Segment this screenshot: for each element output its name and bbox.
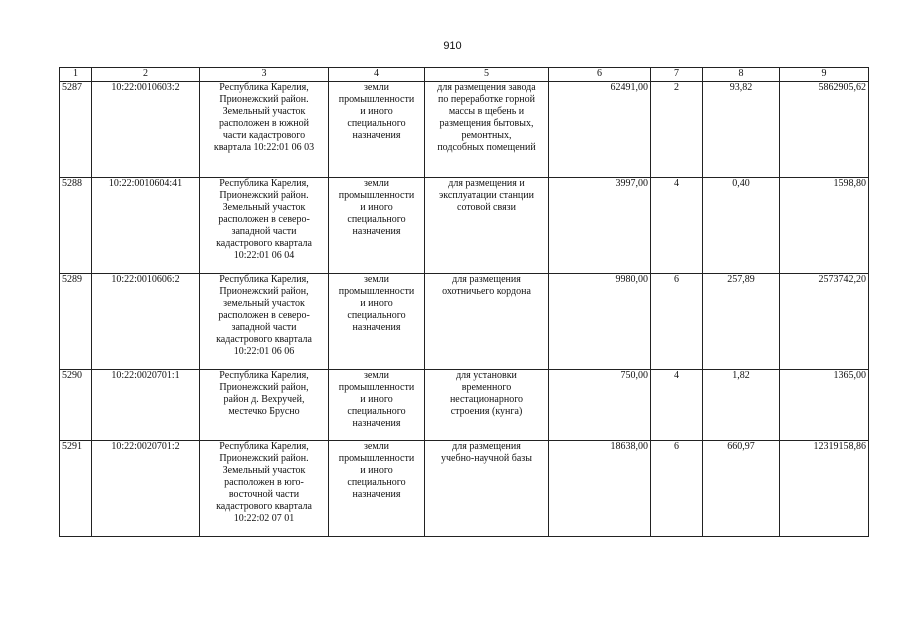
column-header: 3 bbox=[200, 68, 329, 82]
column-header: 6 bbox=[549, 68, 651, 82]
area-cell: 62491,00 bbox=[549, 82, 651, 178]
area-cell: 18638,00 bbox=[549, 441, 651, 537]
cadastral-value-cell: 12319158,86 bbox=[780, 441, 869, 537]
location-cell-line: 10:22:01 06 04 bbox=[233, 250, 295, 261]
location-cell-line: Республика Карелия, bbox=[219, 441, 309, 452]
table-body bbox=[60, 82, 869, 537]
location-cell bbox=[200, 178, 329, 274]
permitted-use-cell-line: нестационарного bbox=[449, 394, 524, 405]
permitted-use-cell-line: для размещения и bbox=[448, 178, 525, 189]
cadastral-value-cell: 1598,80 bbox=[780, 178, 869, 274]
land-category-cell-line: земли bbox=[363, 178, 390, 189]
cadastral-number-cell: 10:22:0010603:2 bbox=[92, 82, 200, 178]
specific-value-cell: 0,40 bbox=[703, 178, 780, 274]
location-cell-line: местечко Брусно bbox=[228, 406, 300, 417]
row-number-cell: 5289 bbox=[60, 274, 92, 370]
land-category-cell bbox=[329, 441, 425, 537]
land-category-cell-line: назначения bbox=[352, 226, 401, 237]
land-category-cell-line: земли bbox=[363, 370, 390, 381]
location-cell-line: квартала 10:22:01 06 03 bbox=[213, 142, 315, 153]
land-category-cell-line: специального bbox=[347, 477, 406, 488]
location-cell-line: кадастрового квартала bbox=[216, 334, 312, 345]
table-header bbox=[60, 68, 869, 82]
land-category-cell-line: промышленности bbox=[338, 286, 415, 297]
land-category-cell bbox=[329, 370, 425, 441]
header-row bbox=[60, 68, 869, 82]
land-category-cell-line: и иного bbox=[360, 202, 393, 213]
location-cell-line: Земельный участок bbox=[222, 106, 306, 117]
row-number-cell: 5287 bbox=[60, 82, 92, 178]
land-category-cell bbox=[329, 274, 425, 370]
page-number: 910 bbox=[443, 40, 462, 52]
table-row bbox=[60, 178, 869, 274]
table-row bbox=[60, 370, 869, 441]
location-cell-line: расположен в северо- bbox=[218, 310, 310, 321]
column-header: 7 bbox=[651, 68, 703, 82]
group-number-cell: 6 bbox=[651, 441, 703, 537]
permitted-use-cell-line: размещения бытовых, bbox=[439, 118, 534, 129]
permitted-use-cell bbox=[425, 178, 549, 274]
permitted-use-cell-line: строения (кунга) bbox=[450, 406, 523, 417]
land-category-cell-line: специального bbox=[347, 118, 406, 129]
specific-value-cell: 257,89 bbox=[703, 274, 780, 370]
location-cell-line: расположен в юго- bbox=[224, 477, 304, 488]
land-category-cell-line: земли bbox=[363, 82, 390, 93]
permitted-use-cell-line: охотничьего кордона bbox=[442, 286, 531, 297]
table-row bbox=[60, 441, 869, 537]
land-category-cell-line: промышленности bbox=[338, 190, 415, 201]
row-number-cell: 5288 bbox=[60, 178, 92, 274]
specific-value-cell: 1,82 bbox=[703, 370, 780, 441]
land-category-cell-line: земли bbox=[363, 274, 390, 285]
land-category-cell-line: назначения bbox=[352, 322, 401, 333]
location-cell-line: расположен в северо- bbox=[218, 214, 310, 225]
column-header: 2 bbox=[92, 68, 200, 82]
location-cell-line: кадастрового квартала bbox=[216, 238, 312, 249]
permitted-use-cell bbox=[425, 274, 549, 370]
land-category-cell bbox=[329, 178, 425, 274]
land-category-cell-line: и иного bbox=[360, 298, 393, 309]
cadastral-value-cell: 2573742,20 bbox=[780, 274, 869, 370]
land-category-cell bbox=[329, 82, 425, 178]
column-header: 4 bbox=[329, 68, 425, 82]
column-header: 9 bbox=[780, 68, 869, 82]
area-cell: 750,00 bbox=[549, 370, 651, 441]
location-cell-line: части кадастрового bbox=[222, 130, 306, 141]
location-cell-line: Республика Карелия, bbox=[219, 178, 309, 189]
location-cell-line: Республика Карелия, bbox=[219, 370, 309, 381]
column-header: 5 bbox=[425, 68, 549, 82]
permitted-use-cell-line: учебно-научной базы bbox=[441, 453, 532, 464]
location-cell-line: восточной части bbox=[228, 489, 300, 500]
location-cell-line: Республика Карелия, bbox=[219, 82, 309, 93]
location-cell-line: Прионежский район, bbox=[219, 286, 309, 297]
permitted-use-cell-line: для размещения bbox=[452, 274, 521, 285]
location-cell-line: расположен в южной bbox=[219, 118, 309, 129]
land-category-cell-line: специального bbox=[347, 214, 406, 225]
cadastral-number-cell: 10:22:0020701:2 bbox=[92, 441, 200, 537]
location-cell-line: 10:22:02 07 01 bbox=[233, 513, 295, 524]
land-category-cell-line: земли bbox=[363, 441, 390, 452]
table-row bbox=[60, 82, 869, 178]
location-cell-line: западной части bbox=[231, 226, 297, 237]
location-cell-line: Земельный участок bbox=[222, 202, 306, 213]
cadastral-value-cell: 1365,00 bbox=[780, 370, 869, 441]
land-registry-table bbox=[59, 67, 869, 537]
land-category-cell-line: специального bbox=[347, 406, 406, 417]
location-cell-line: Республика Карелия, bbox=[219, 274, 309, 285]
land-category-cell-line: промышленности bbox=[338, 382, 415, 393]
permitted-use-cell bbox=[425, 441, 549, 537]
permitted-use-cell-line: подсобных помещений bbox=[437, 142, 536, 153]
cadastral-number-cell: 10:22:0020701:1 bbox=[92, 370, 200, 441]
specific-value-cell: 93,82 bbox=[703, 82, 780, 178]
permitted-use-cell-line: для установки bbox=[456, 370, 517, 381]
table-row bbox=[60, 274, 869, 370]
column-header: 1 bbox=[60, 68, 92, 82]
permitted-use-cell-line: сотовой связи bbox=[457, 202, 516, 213]
permitted-use-cell-line: по переработке горной bbox=[438, 94, 535, 105]
land-category-cell-line: промышленности bbox=[338, 94, 415, 105]
area-cell: 3997,00 bbox=[549, 178, 651, 274]
location-cell-line: Прионежский район. bbox=[219, 453, 309, 464]
land-category-cell-line: и иного bbox=[360, 465, 393, 476]
location-cell bbox=[200, 441, 329, 537]
column-header: 8 bbox=[703, 68, 780, 82]
cadastral-number-cell: 10:22:0010604:41 bbox=[92, 178, 200, 274]
land-category-cell-line: и иного bbox=[360, 106, 393, 117]
permitted-use-cell-line: для размещения bbox=[452, 441, 521, 452]
location-cell-line: 10:22:01 06 06 bbox=[233, 346, 295, 357]
cadastral-value-cell: 5862905,62 bbox=[780, 82, 869, 178]
location-cell-line: Прионежский район. bbox=[219, 190, 309, 201]
cadastral-number-cell: 10:22:0010606:2 bbox=[92, 274, 200, 370]
location-cell-line: Земельный участок bbox=[222, 465, 306, 476]
location-cell-line: кадастрового квартала bbox=[216, 501, 312, 512]
land-category-cell-line: промышленности bbox=[338, 453, 415, 464]
group-number-cell: 6 bbox=[651, 274, 703, 370]
row-number-cell: 5291 bbox=[60, 441, 92, 537]
permitted-use-cell-line: эксплуатации станции bbox=[439, 190, 534, 201]
location-cell-line: западной части bbox=[231, 322, 297, 333]
group-number-cell: 2 bbox=[651, 82, 703, 178]
land-category-cell-line: специального bbox=[347, 310, 406, 321]
permitted-use-cell bbox=[425, 370, 549, 441]
specific-value-cell: 660,97 bbox=[703, 441, 780, 537]
group-number-cell: 4 bbox=[651, 370, 703, 441]
land-category-cell-line: назначения bbox=[352, 489, 401, 500]
location-cell bbox=[200, 82, 329, 178]
permitted-use-cell-line: массы в щебень и bbox=[448, 106, 525, 117]
location-cell-line: Прионежский район. bbox=[219, 94, 309, 105]
permitted-use-cell-line: ремонтных, bbox=[461, 130, 512, 141]
location-cell-line: район д. Вехручей, bbox=[223, 394, 305, 405]
permitted-use-cell-line: для размещения завода bbox=[437, 82, 536, 93]
permitted-use-cell-line: временного bbox=[461, 382, 512, 393]
area-cell: 9980,00 bbox=[549, 274, 651, 370]
land-category-cell-line: назначения bbox=[352, 130, 401, 141]
land-category-cell-line: назначения bbox=[352, 418, 401, 429]
location-cell bbox=[200, 370, 329, 441]
row-number-cell: 5290 bbox=[60, 370, 92, 441]
location-cell-line: земельный участок bbox=[223, 298, 305, 309]
permitted-use-cell bbox=[425, 82, 549, 178]
location-cell-line: Прионежский район, bbox=[219, 382, 309, 393]
land-category-cell-line: и иного bbox=[360, 394, 393, 405]
location-cell bbox=[200, 274, 329, 370]
group-number-cell: 4 bbox=[651, 178, 703, 274]
